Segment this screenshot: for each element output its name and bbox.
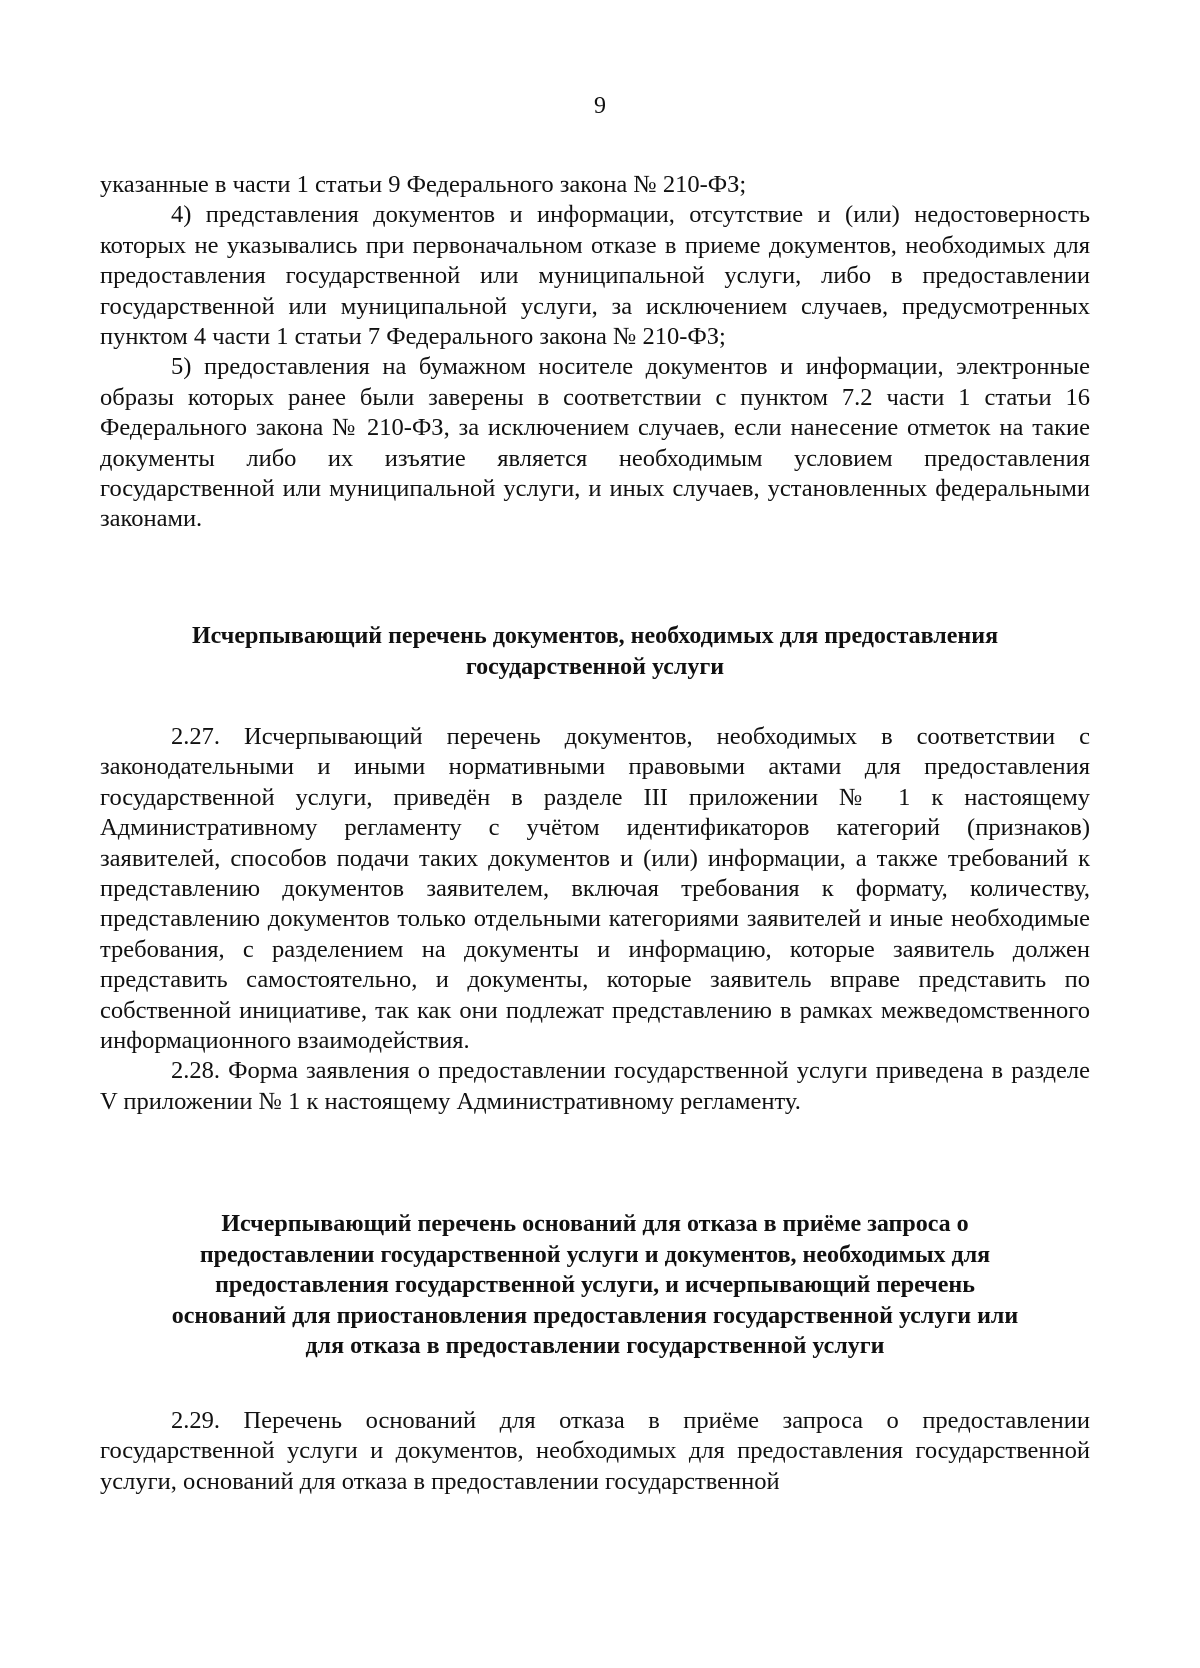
paragraph-item-4: 4) представления документов и информации, отсутствие и (или) недостоверность которых не указывались при первоначальном отказе в приеме документов, необходимых для предоставления государственной или муниципальной услуги, либо в предоставлении государственной или муниципальной услуги, за исключением случаев, предусмотренных пунктом 4 части 1 статьи 7 Федерального закона № 210-ФЗ; bbox=[100, 201, 1090, 351]
heading-line: предоставления государственной услуги, и исчерпывающий перечень bbox=[215, 1272, 975, 1298]
heading-line: предоставлении государственной услуги и документов, необходимых для bbox=[199, 1241, 991, 1268]
text-block-1 bbox=[100, 170, 1090, 535]
heading-line: для отказа в предоставлении государственной услуги bbox=[305, 1333, 885, 1359]
paragraph-continuation: указанные в части 1 статьи 9 Федерального закона № 210-ФЗ; bbox=[100, 171, 747, 198]
paragraph-2-29: 2.29. Перечень оснований для отказа в приёме запроса о предоставлении государственной услуги и документов, необходимых для предоставления государственной услуги, оснований для отказа в предоставлении государственной bbox=[100, 1407, 1090, 1495]
paragraph-2-27: 2.27. Исчерпывающий перечень документов, необходимых в соответствии с законодательными и иными нормативными правовыми актами для предоставления государственной услуги, приведён в разделе III приложении № 1 к настоящему Административному регламенту с учётом идентификаторов категорий (признаков) заявителей, способов подачи таких документов и (или) информации, а также требований к представлению документов заявителем, включая требования к формату, количеству, представлению документов только отдельными категориями заявителей и иные необходимые требования, с разделением на документы и информацию, которые заявитель должен представить самостоятельно, и документы, которые заявитель вправе представить по собственной инициативе, так как они подлежат представлению в рамках межведомственного информационного взаимодействия. bbox=[100, 723, 1090, 1055]
text-block-3 bbox=[100, 1406, 1090, 1497]
section-heading-documents-list bbox=[100, 621, 1090, 682]
heading-line: Исчерпывающий перечень документов, необходимых для предоставления bbox=[191, 623, 999, 649]
paragraph-2-28: 2.28. Форма заявления о предоставлении государственной услуги приведена в разделе V приложении № 1 к настоящему Административному регламенту. bbox=[100, 1057, 1090, 1115]
text-block-2 bbox=[100, 722, 1090, 1117]
paragraph-item-5: 5) предоставления на бумажном носителе документов и информации, электронные образы которых ранее были заверены в соответствии с пунктом 7.2 части 1 статьи 16 Федерального закона № 210-ФЗ, за исключением случаев, если нанесение отметок на такие документы либо их изъятие является необходимым условием предоставления государственной или муниципальной услуги, и иных случаев, установленных федеральными законами. bbox=[100, 353, 1090, 533]
page-number: 9 bbox=[594, 93, 606, 119]
heading-line: государственной услуги bbox=[465, 653, 725, 680]
section-heading-refusal-grounds bbox=[100, 1209, 1090, 1362]
heading-line: оснований для приостановления предоставления государственной услуги или bbox=[171, 1302, 1019, 1329]
heading-line: Исчерпывающий перечень оснований для отказа в приёме запроса о bbox=[221, 1211, 969, 1237]
